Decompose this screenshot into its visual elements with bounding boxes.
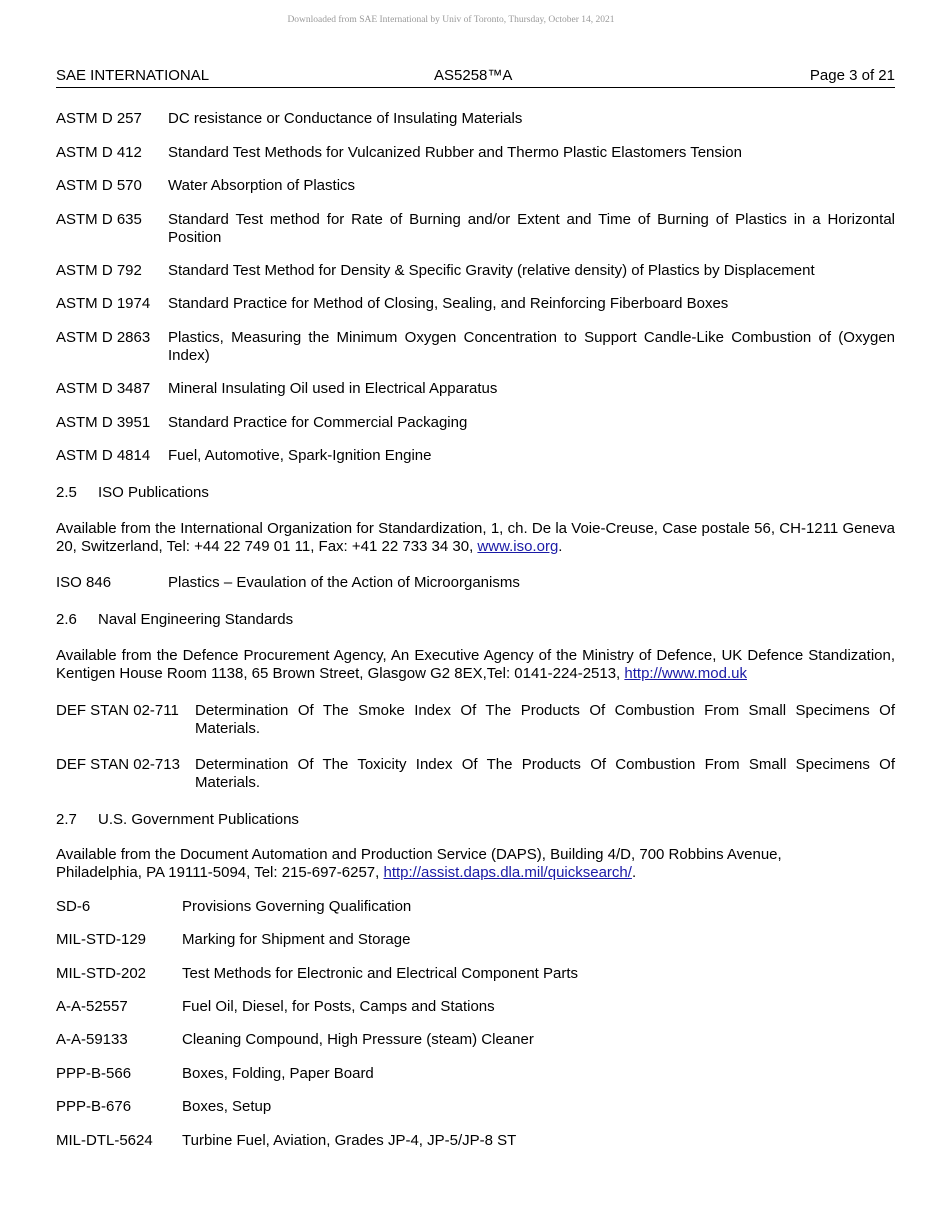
availability-text: Available from the Document Automation and Production Service (DAPS), Building 4/D, 700 Robbins Avenue, xyxy=(56,846,782,863)
assist-website-link[interactable]: http://assist.daps.dla.mil/quicksearch/ xyxy=(383,864,632,881)
reference-item xyxy=(56,414,895,432)
reference-title: Standard Practice for Commercial Packaging xyxy=(168,414,468,431)
download-watermark: Downloaded from SAE International by Univ of Toronto, Thursday, October 14, 2021 xyxy=(287,15,615,25)
reference-code: ISO 846 xyxy=(56,574,112,591)
naval-availability-paragraph xyxy=(56,647,895,683)
reference-item xyxy=(56,262,895,280)
reference-code: ASTM D 3951 xyxy=(56,414,151,431)
link-period: . xyxy=(631,864,637,881)
reference-code: ASTM D 2863 xyxy=(56,329,151,346)
reference-code: DEF STAN 02-711 xyxy=(56,702,179,719)
reference-item xyxy=(56,380,895,398)
reference-item xyxy=(56,1098,895,1116)
section-heading-iso xyxy=(56,484,209,502)
reference-item xyxy=(56,898,895,916)
reference-code: ASTM D 257 xyxy=(56,110,142,127)
reference-code: MIL-DTL-5624 xyxy=(56,1132,153,1149)
reference-item xyxy=(56,1065,895,1083)
section-title: Naval Engineering Standards xyxy=(98,611,294,628)
reference-code: ASTM D 635 xyxy=(56,211,142,228)
reference-code: ASTM D 4814 xyxy=(56,447,151,464)
reference-item xyxy=(56,110,895,128)
availability-text: Available from the Defence Procurement Agency, An Executive Agency of the Ministry of Defence, UK Defence Standization, Kentigen House Room 1138, 65 Brown Street, Glasgow G2 8EX,Tel: 0141-224-2513, xyxy=(56,647,895,682)
reference-code: ASTM D 1974 xyxy=(56,295,151,312)
reference-title: Standard Test Methods for Vulcanized Rubber and Thermo Plastic Elastomers Tension xyxy=(168,144,742,161)
reference-title: Plastics – Evaulation of the Action of Microorganisms xyxy=(168,574,520,591)
reference-code: ASTM D 792 xyxy=(56,262,142,279)
reference-title: Determination Of The Smoke Index Of The Products Of Combustion From Small Specimens Of Materials. xyxy=(195,702,895,737)
reference-item xyxy=(56,574,895,592)
reference-code: PPP-B-676 xyxy=(56,1098,132,1115)
reference-item xyxy=(56,211,895,247)
header-organization: SAE INTERNATIONAL xyxy=(56,67,210,84)
reference-title: Marking for Shipment and Storage xyxy=(182,931,411,948)
reference-item xyxy=(56,702,895,738)
header-document-number: AS5258™A xyxy=(434,67,513,84)
reference-title: Cleaning Compound, High Pressure (steam) Cleaner xyxy=(182,1031,534,1048)
reference-item xyxy=(56,144,895,162)
reference-title: Test Methods for Electronic and Electrical Component Parts xyxy=(182,965,579,982)
section-number: 2.7 xyxy=(56,811,77,828)
reference-title: Standard Test method for Rate of Burning and/or Extent and Time of Burning of Plastics in a Horizontal Position xyxy=(168,211,895,246)
reference-title: Provisions Governing Qualification xyxy=(182,898,412,915)
header-page-number: Page 3 of 21 xyxy=(809,67,895,84)
reference-code: ASTM D 570 xyxy=(56,177,142,194)
reference-item xyxy=(56,295,895,313)
reference-title: Fuel Oil, Diesel, for Posts, Camps and Stations xyxy=(182,998,495,1015)
availability-text: Philadelphia, PA 19111-5094, Tel: 215-697-6257, xyxy=(56,864,384,881)
section-title: U.S. Government Publications xyxy=(98,811,299,828)
reference-item xyxy=(56,965,895,983)
section-heading-naval xyxy=(56,611,293,629)
reference-code: ASTM D 412 xyxy=(56,144,142,161)
reference-title: Boxes, Folding, Paper Board xyxy=(182,1065,374,1082)
reference-title: Turbine Fuel, Aviation, Grades JP-4, JP-5/JP-8 ST xyxy=(182,1132,517,1149)
reference-title: Standard Practice for Method of Closing, Sealing, and Reinforcing Fiberboard Boxes xyxy=(168,295,729,312)
reference-code: DEF STAN 02-713 xyxy=(56,756,180,773)
section-number: 2.5 xyxy=(56,484,77,501)
reference-item xyxy=(56,1132,895,1150)
reference-title: Plastics, Measuring the Minimum Oxygen Concentration to Support Candle-Like Combustion of (Oxygen Index) xyxy=(168,329,895,364)
mod-website-link[interactable]: http://www.mod.uk xyxy=(624,665,747,682)
reference-code: MIL-STD-129 xyxy=(56,931,147,948)
reference-title: Fuel, Automotive, Spark-Ignition Engine xyxy=(168,447,432,464)
reference-code: A-A-59133 xyxy=(56,1031,128,1048)
reference-item xyxy=(56,1031,895,1049)
reference-item xyxy=(56,447,895,465)
section-title: ISO Publications xyxy=(98,484,209,501)
section-number: 2.6 xyxy=(56,611,77,628)
iso-availability-paragraph xyxy=(56,520,895,556)
reference-code: SD-6 xyxy=(56,898,91,915)
reference-title: Determination Of The Toxicity Index Of The Products Of Combustion From Small Specimens Of Materials. xyxy=(195,756,895,791)
reference-item xyxy=(56,329,895,365)
reference-code: MIL-STD-202 xyxy=(56,965,147,982)
reference-title: DC resistance or Conductance of Insulating Materials xyxy=(168,110,523,127)
reference-item xyxy=(56,756,895,792)
us-gov-availability-paragraph xyxy=(56,846,895,882)
reference-item xyxy=(56,177,895,195)
reference-title: Mineral Insulating Oil used in Electrical Apparatus xyxy=(168,380,498,397)
link-period: . xyxy=(558,538,563,555)
reference-title: Water Absorption of Plastics xyxy=(168,177,356,194)
availability-text: Available from the International Organization for Standardization, 1, ch. De la Voie-Creuse, Case postale 56, CH-1211 Geneva 20, Switzerland, Tel: +44 22 749 01 11, Fax: +41 22 733 34 30, xyxy=(56,520,895,555)
reference-title: Standard Test Method for Density & Specific Gravity (relative density) of Plastics by Displacement xyxy=(168,262,815,279)
iso-website-link[interactable]: www.iso.org xyxy=(477,538,559,555)
reference-code: A-A-52557 xyxy=(56,998,128,1015)
reference-code: ASTM D 3487 xyxy=(56,380,151,397)
section-heading-us-government xyxy=(56,811,299,829)
page-header xyxy=(56,67,895,88)
reference-item xyxy=(56,931,895,949)
reference-item xyxy=(56,998,895,1016)
reference-code: PPP-B-566 xyxy=(56,1065,132,1082)
reference-title: Boxes, Setup xyxy=(182,1098,272,1115)
